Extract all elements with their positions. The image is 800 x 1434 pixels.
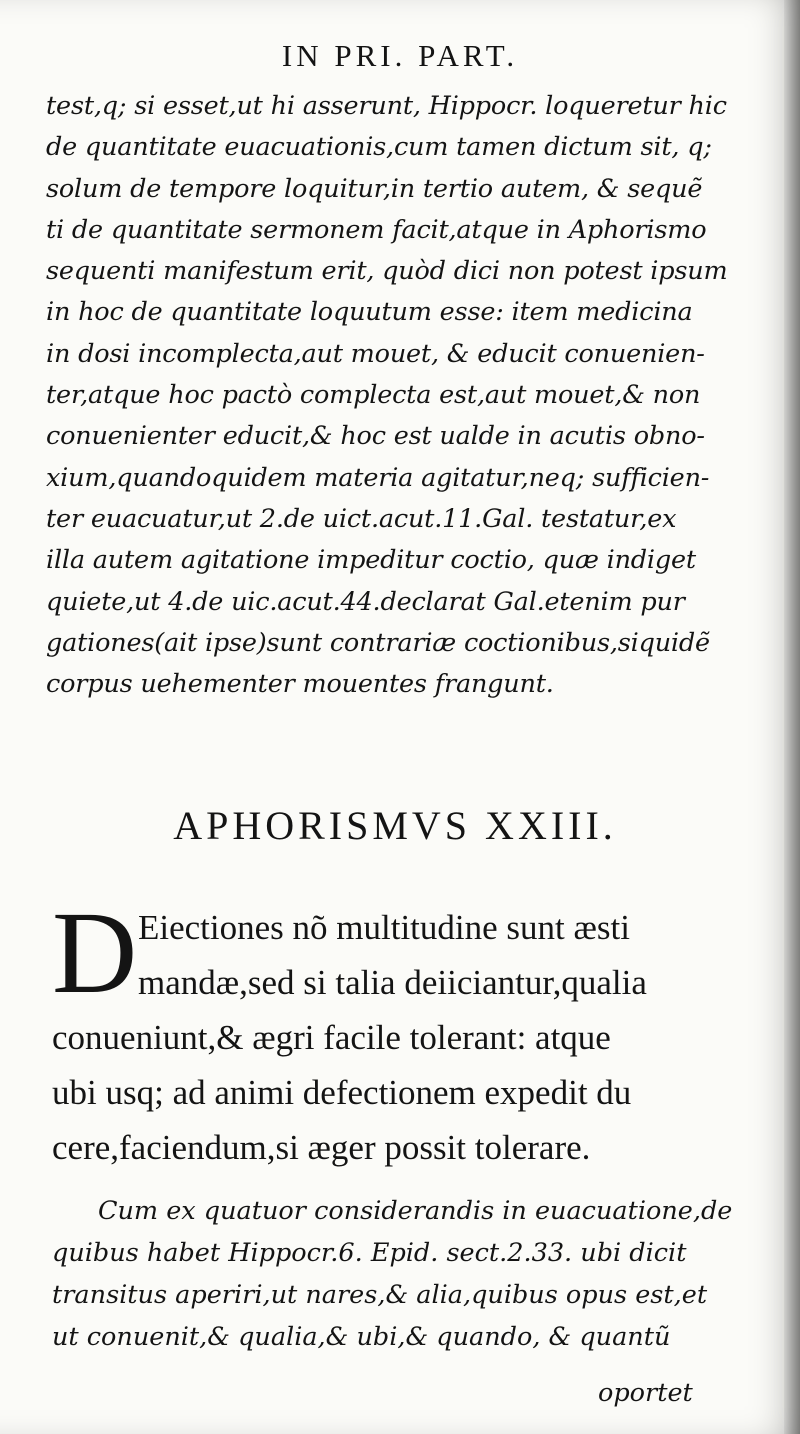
commentary-text-2 — [52, 1190, 752, 1358]
text-line: test,q; si esset,ut hi asserunt, Hippocr. loqueretur hic — [46, 91, 727, 121]
text-line: de quantitate euacuationis,cum tamen dictum sit, q; — [46, 132, 712, 163]
aphorism-line: conueniunt,& ægri facile tolerant: atque — [52, 1018, 611, 1057]
aphorism-line: ubi usq; ad animi defectionem expedit du — [52, 1073, 632, 1112]
text-line: transitus aperiri,ut nares,& alia,quibus opus est,et — [52, 1280, 708, 1310]
aphorism-line: Eiectiones nõ multitudine sunt æsti — [138, 908, 630, 947]
text-line: Cum ex quatuor considerandis in euacuatione,de — [98, 1196, 733, 1226]
text-line: ter euacuatur,ut 2.de uict.acut.11.Gal. testatur,ex — [46, 503, 677, 534]
drop-cap: D — [52, 887, 138, 1018]
text-line: corpus uehementer mouentes frangunt. — [46, 669, 554, 700]
running-head: IN PRI. PART. — [281, 38, 519, 73]
text-line: sequenti manifestum erit, quòd dici non potest ipsum — [46, 256, 728, 287]
aphorism-line: cere,faciendum,si æger possit tolerare. — [52, 1128, 591, 1167]
text-line: ti de quantitate sermonem facit,atque in Aphorismo — [46, 214, 707, 245]
text-line: gationes(ait ipse)sunt contrariæ coctionibus,siquidẽ — [46, 627, 710, 658]
text-line: in dosi incomplecta,aut mouet, & educit conuenien- — [46, 338, 705, 369]
text-line: conuenienter educit,& hoc est ualde in acutis obno- — [46, 421, 705, 452]
text-line: quibus habet Hippocr.6. Epid. sect.2.33. ubi dicit — [52, 1238, 687, 1268]
text-line: ut conuenit,& qualia,& ubi,& quando, & quantũ — [52, 1322, 671, 1352]
commentary-text — [46, 86, 746, 705]
text-line: xium,quandoquidem materia agitatur,neq; sufficien- — [46, 462, 710, 493]
text-line: quiete,ut 4.de uic.acut.44.declarat Gal.etenim pur — [46, 586, 685, 617]
text-line: in hoc de quantitate loquutum esse: item medicina — [46, 297, 693, 328]
aphorism-line: mandæ,sed si talia deiiciantur,qualia — [138, 963, 647, 1002]
catchword: oportet — [598, 1378, 693, 1408]
text-line: illa autem agitatione impeditur coctio, quæ indiget — [46, 545, 696, 576]
text-line: ter,atque hoc pactò complecta est,aut mouet,& non — [46, 380, 701, 411]
text-line: solum de tempore loquitur,in tertio autem, & sequẽ — [46, 173, 703, 204]
aphorism-text — [52, 887, 752, 1175]
aphorism-heading: APHORISMVS XXIII. — [173, 803, 617, 848]
